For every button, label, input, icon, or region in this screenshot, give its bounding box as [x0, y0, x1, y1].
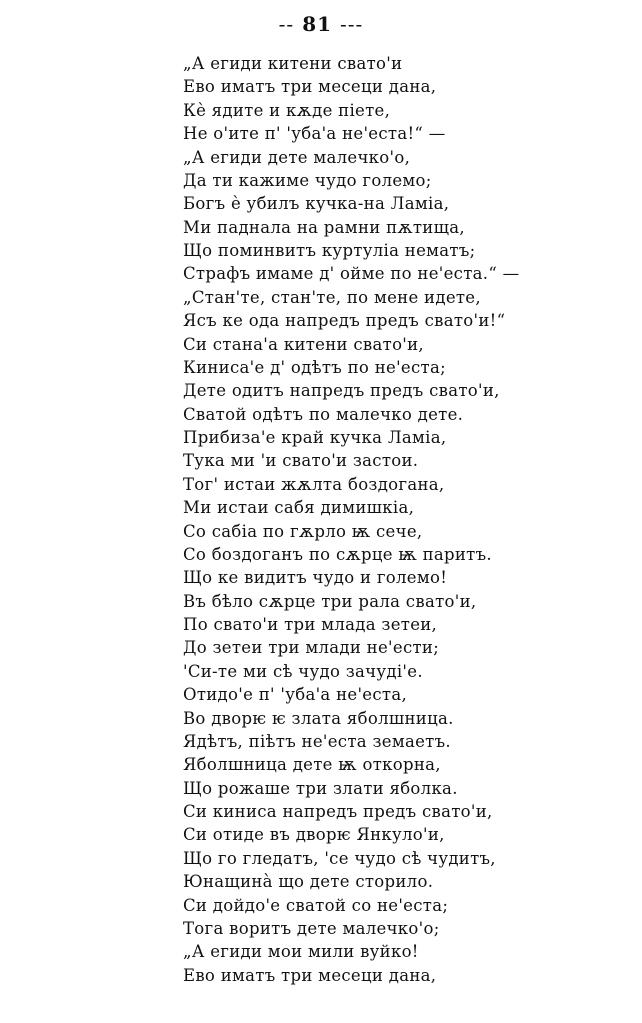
poem-line: Ево иматъ три месеци дана, — [183, 77, 437, 97]
poem-line: Сватой одѣтъ по малечко дете. — [183, 404, 464, 424]
poem-line: Отидо'е п' 'уба'а не'еста, — [183, 685, 408, 705]
poem-line: „А егиди китени свато'и — [183, 54, 403, 73]
poem-line: Во дворѥ ѥ злата яболшница. — [183, 708, 454, 728]
poem-line: По свато'и три млада зетеи, — [183, 615, 438, 634]
poem-line: „А егиди мои мили вуйко! — [183, 942, 419, 962]
poem-line: Юнащинà що дете сторило. — [183, 872, 434, 892]
page-number: 81 — [302, 12, 333, 36]
poem-line: Киниса'е д' одѣтъ по не'еста; — [183, 357, 446, 377]
poem-line: Тука ми 'и свато'и застои. — [183, 451, 419, 471]
poem-line: Въ бѣло сѫрце три рала свато'и, — [183, 591, 477, 611]
poem-line: Що ке видитъ чудо и големо! — [183, 568, 448, 588]
poem-line: „А егиди дете малечко'о, — [183, 147, 411, 167]
poem-line: Прибиза'е край кучка Ламіа, — [183, 428, 447, 447]
poem-line: Ми истаи сабя димишкіа, — [183, 498, 415, 518]
poem-line: Дете одитъ напредъ предъ свато'и, — [183, 381, 500, 401]
poem-line: Не о'ите п' 'уба'а не'еста!“ — — [183, 124, 446, 144]
poem-line: Тога воритъ дете малечко'о; — [183, 918, 440, 938]
poem-line: Ево иматъ три месеци дана, — [183, 965, 437, 985]
poem-line: Си стана'а китени свато'и, — [183, 334, 424, 354]
poem-line: Си киниса напредъ предъ свато'и, — [183, 802, 493, 821]
page-header — [0, 12, 642, 36]
poem-line: Со боздоганъ по сѫрце ѭ паритъ. — [183, 544, 492, 564]
poem-line: Ясъ ке ода напредъ предъ свато'и!“ — [183, 311, 506, 331]
poem-line: Кѐ ядите и кѫде піете, — [183, 100, 391, 120]
poem-line: Богъ ѐ убилъ кучка-на Ламіа, — [183, 194, 450, 214]
poem-line: Си дойдо'е сватой со не'еста; — [183, 895, 449, 915]
poem-line: Си отиде въ дворѥ Янкуло'и, — [183, 825, 445, 845]
poem-line: Да ти кажиме чудо големо; — [183, 170, 432, 190]
header-dash-right: --- — [340, 12, 364, 36]
poem-line: Ми паднала на рамни пѫтища, — [183, 217, 465, 237]
poem-line: Що поминвитъ куртуліа нематъ; — [183, 241, 476, 260]
poem-line: 'Си-те ми сѣ чудо зачуді'е. — [183, 661, 423, 681]
poem-line: Що рожаше три злати яболка. — [183, 778, 458, 798]
poem-line: Що го гледатъ, 'се чудо сѣ чудитъ, — [183, 848, 496, 868]
poem-line: Тог' истаи жѫлта боздогана, — [183, 474, 445, 494]
poem-line: Ядѣтъ, піѣтъ не'еста земаетъ. — [183, 731, 451, 751]
poem-line: До зетеи три млади не'ести; — [183, 638, 440, 658]
poem-line: Яболшница дете ѭ откорна, — [183, 755, 441, 775]
poem-line: „Стан'те, стан'те, по мене идете, — [183, 287, 481, 307]
poem-text — [183, 52, 623, 987]
poem-line: Со сабіа по гѫрло ѭ сече, — [183, 521, 423, 541]
header-dash-left: -- — [278, 12, 295, 36]
poem-line: Страфъ имаме д' ойме по не'еста.“ — — [183, 264, 520, 284]
